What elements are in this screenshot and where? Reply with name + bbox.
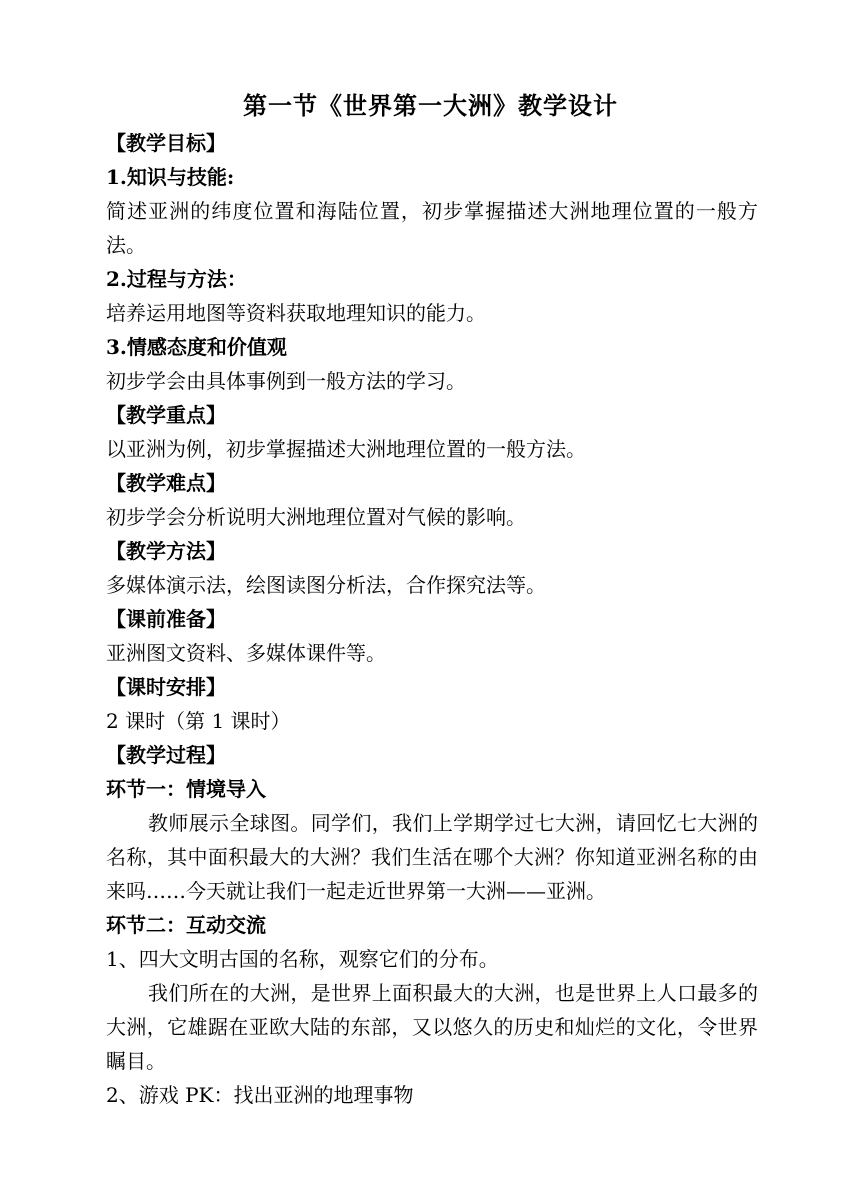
knowledge-text: 简述亚洲的纬度位置和海陆位置，初步掌握描述大洲地理位置的一般方法。 xyxy=(106,199,758,257)
knowledge-heading: 1.知识与技能: xyxy=(106,165,235,189)
process-heading: 2.过程与方法： xyxy=(106,267,247,291)
difficulty-text: 初步学会分析说明大洲地理位置对气候的影响。 xyxy=(106,505,526,529)
process-text: 培养运用地图等资料获取地理知识的能力。 xyxy=(106,301,486,325)
difficulty-heading: 【教学难点】 xyxy=(106,471,226,495)
document-body xyxy=(106,126,758,1112)
teaching-method-heading: 【教学方法】 xyxy=(106,539,226,563)
key-points-heading: 【教学重点】 xyxy=(106,403,226,427)
step2-item1-text: 我们所在的大洲，是世界上面积最大的大洲，也是世界上人口最多的大洲，它雄踞在亚欧大陆的东部，又以悠久的历史和灿烂的文化，令世界瞩目。 xyxy=(106,981,758,1073)
step1-text: 教师展示全球图。同学们，我们上学期学过七大洲，请回忆七大洲的名称，其中面积最大的大洲？我们生活在哪个大洲？你知道亚洲名称的由来吗……今天就让我们一起走近世界第一大洲——亚洲。 xyxy=(106,811,758,903)
schedule-heading: 【课时安排】 xyxy=(106,675,226,699)
objectives-heading: 【教学目标】 xyxy=(106,131,226,155)
step1-heading: 环节一：情境导入 xyxy=(106,777,266,801)
procedure-heading: 【教学过程】 xyxy=(106,743,226,767)
teaching-method-text: 多媒体演示法，绘图读图分析法，合作探究法等。 xyxy=(106,573,546,597)
key-points-text: 以亚洲为例，初步掌握描述大洲地理位置的一般方法。 xyxy=(106,437,586,461)
emotion-text: 初步学会由具体事例到一般方法的学习。 xyxy=(106,369,466,393)
document-title: 第一节《世界第一大洲》教学设计 xyxy=(243,91,618,120)
preparation-text: 亚洲图文资料、多媒体课件等。 xyxy=(106,641,386,665)
schedule-text: 2 课时（第 1 课时） xyxy=(106,709,291,733)
emotion-heading: 3.情感态度和价值观 xyxy=(106,335,287,359)
step2-heading: 环节二：互动交流 xyxy=(106,913,266,937)
step2-item2: 2、游戏 PK：找出亚洲的地理事物 xyxy=(106,1083,414,1107)
step2-item1: 1、四大文明古国的名称，观察它们的分布。 xyxy=(106,947,499,971)
preparation-heading: 【课前准备】 xyxy=(106,607,226,631)
